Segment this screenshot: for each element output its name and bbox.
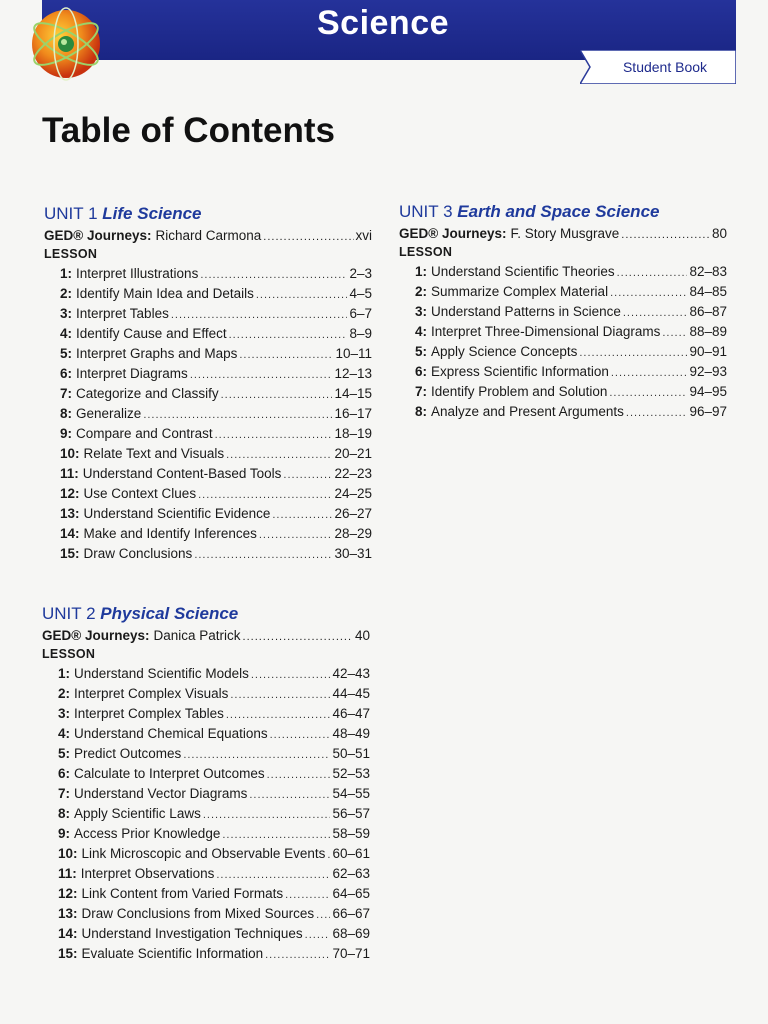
dot-leader	[200, 264, 347, 284]
lesson-number: 1:	[58, 666, 71, 681]
lesson-number: 6:	[415, 364, 428, 379]
lesson-name: Understand Content-Based Tools	[82, 466, 282, 481]
lesson-name: Understand Patterns in Science	[431, 304, 621, 319]
lesson-number: 6:	[60, 366, 73, 381]
lesson-pages: 24–25	[334, 486, 372, 501]
lesson-pages: 94–95	[689, 384, 727, 399]
unit-name: Earth and Space Science	[457, 202, 660, 221]
lesson-row[interactable]	[42, 684, 370, 704]
unit-heading	[44, 203, 372, 225]
lesson-pages: 26–27	[334, 506, 372, 521]
lesson-pages: 12–13	[334, 366, 372, 381]
dot-leader	[272, 504, 332, 524]
lesson-name: Understand Chemical Equations	[74, 726, 268, 741]
lesson-name: Identify Main Idea and Details	[76, 286, 254, 301]
lesson-name: Draw Conclusions from Mixed Sources	[81, 906, 315, 921]
lesson-name: Summarize Complex Material	[431, 284, 609, 299]
lesson-number: 2:	[415, 284, 428, 299]
lesson-row[interactable]	[399, 402, 727, 422]
lesson-name: Apply Scientific Laws	[74, 806, 201, 821]
lesson-name: Understand Investigation Techniques	[81, 926, 303, 941]
lesson-name: Link Microscopic and Observable Events	[81, 846, 326, 861]
dot-leader	[610, 282, 687, 302]
lesson-row[interactable]	[42, 844, 370, 864]
lesson-name: Interpret Complex Visuals	[74, 686, 229, 701]
lesson-pages: 46–47	[332, 706, 370, 721]
lesson-number: 11:	[58, 866, 77, 881]
lesson-name: Interpret Three-Dimensional Diagrams	[431, 324, 661, 339]
dot-leader	[171, 304, 348, 324]
lesson-name: Interpret Graphs and Maps	[76, 346, 238, 361]
lesson-number: 15:	[60, 546, 80, 561]
dot-leader	[259, 524, 333, 544]
lesson-pages: 70–71	[332, 946, 370, 961]
lesson-name: Interpret Observations	[80, 866, 215, 881]
lesson-name: Understand Scientific Theories	[431, 264, 615, 279]
lesson-name: Use Context Clues	[83, 486, 197, 501]
dot-leader	[249, 784, 330, 804]
lesson-pages: 54–55	[332, 786, 370, 801]
ged-journeys-label: GED® Journeys:	[399, 226, 507, 241]
lesson-pages: 16–17	[334, 406, 372, 421]
lesson-number: 10:	[58, 846, 78, 861]
lesson-pages: 92–93	[689, 364, 727, 379]
dot-leader	[265, 944, 330, 964]
lesson-pages: 58–59	[332, 826, 370, 841]
lesson-label: LESSON	[42, 647, 96, 661]
lesson-row[interactable]	[44, 484, 372, 504]
lesson-label: LESSON	[44, 247, 98, 261]
lesson-pages: 8–9	[349, 326, 372, 341]
lesson-number: 8:	[60, 406, 73, 421]
lesson-row[interactable]	[44, 544, 372, 564]
lesson-name: Make and Identify Inferences	[83, 526, 257, 541]
lesson-row[interactable]	[42, 664, 370, 684]
lesson-pages: 2–3	[349, 266, 372, 281]
lesson-row[interactable]	[42, 764, 370, 784]
lesson-number: 5:	[58, 746, 71, 761]
lesson-row[interactable]	[44, 304, 372, 324]
lesson-name: Categorize and Classify	[76, 386, 219, 401]
lesson-name: Analyze and Present Arguments	[431, 404, 624, 419]
dot-leader	[579, 342, 687, 362]
lesson-pages: 28–29	[334, 526, 372, 541]
lesson-number: 3:	[58, 706, 71, 721]
dot-leader	[243, 626, 353, 645]
unit-3-section	[399, 201, 727, 422]
lesson-pages: 62–63	[332, 866, 370, 881]
dot-leader	[239, 344, 333, 364]
ged-person: Richard Carmona	[155, 228, 262, 243]
lesson-pages: 52–53	[332, 766, 370, 781]
unit-number: UNIT 2	[42, 604, 96, 623]
lesson-row[interactable]	[42, 744, 370, 764]
book-title: Science	[316, 4, 450, 42]
dot-leader	[263, 226, 353, 245]
page-title: Table of Contents	[42, 111, 335, 150]
lesson-number: 5:	[415, 344, 428, 359]
lesson-number: 13:	[60, 506, 80, 521]
lesson-pages: 22–23	[334, 466, 372, 481]
lesson-pages: 84–85	[689, 284, 727, 299]
dot-leader	[226, 704, 331, 724]
dot-leader	[305, 924, 331, 944]
lesson-number: 5:	[60, 346, 73, 361]
dot-leader	[229, 324, 348, 344]
lesson-name: Generalize	[76, 406, 142, 421]
dot-leader	[316, 904, 330, 924]
lesson-label: LESSON	[399, 245, 453, 259]
lesson-pages: 4–5	[349, 286, 372, 301]
lesson-row[interactable]	[42, 944, 370, 964]
lesson-row[interactable]	[42, 904, 370, 924]
dot-leader	[216, 864, 330, 884]
unit-name: Physical Science	[100, 604, 239, 623]
lesson-name: Interpret Complex Tables	[74, 706, 224, 721]
lesson-number: 9:	[60, 426, 73, 441]
lesson-row[interactable]	[42, 724, 370, 744]
lesson-number: 6:	[58, 766, 71, 781]
dot-leader	[143, 404, 332, 424]
lesson-row[interactable]	[399, 342, 727, 362]
dot-leader	[215, 424, 333, 444]
lesson-pages: 64–65	[332, 886, 370, 901]
lesson-number: 2:	[60, 286, 73, 301]
lesson-row[interactable]	[44, 364, 372, 384]
lesson-name: Calculate to Interpret Outcomes	[74, 766, 265, 781]
dot-leader	[256, 284, 348, 304]
ged-journeys-entry[interactable]	[399, 224, 727, 243]
dot-leader	[221, 384, 333, 404]
lesson-number: 12:	[58, 886, 78, 901]
lesson-pages: 48–49	[332, 726, 370, 741]
lesson-name: Interpret Diagrams	[76, 366, 188, 381]
unit-heading	[42, 603, 370, 625]
lesson-name: Apply Science Concepts	[431, 344, 578, 359]
lesson-number: 7:	[60, 386, 73, 401]
lesson-number: 3:	[415, 304, 428, 319]
lesson-number: 11:	[60, 466, 79, 481]
unit-2-section	[42, 603, 370, 964]
lesson-pages: 10–11	[335, 346, 372, 361]
lesson-number: 8:	[58, 806, 71, 821]
lesson-list	[44, 264, 372, 564]
lesson-name: Relate Text and Visuals	[83, 446, 225, 461]
lesson-pages: 14–15	[334, 386, 372, 401]
lesson-row[interactable]	[44, 324, 372, 344]
lesson-pages: 30–31	[334, 546, 372, 561]
lesson-list	[42, 664, 370, 964]
lesson-pages: 6–7	[349, 306, 372, 321]
lesson-name: Identify Cause and Effect	[76, 326, 227, 341]
lesson-name: Understand Vector Diagrams	[74, 786, 248, 801]
lesson-row[interactable]	[44, 464, 372, 484]
lesson-number: 15:	[58, 946, 78, 961]
lesson-number: 14:	[60, 526, 80, 541]
dot-leader	[285, 884, 330, 904]
dot-leader	[222, 824, 330, 844]
dot-leader	[183, 744, 330, 764]
lesson-row[interactable]	[42, 884, 370, 904]
lesson-name: Evaluate Scientific Information	[81, 946, 264, 961]
student-book-label: Student Book	[622, 59, 708, 75]
dot-leader	[662, 322, 687, 342]
lesson-name: Access Prior Knowledge	[74, 826, 221, 841]
dot-leader	[251, 664, 331, 684]
unit-number: UNIT 3	[399, 202, 453, 221]
lesson-row[interactable]	[44, 524, 372, 544]
lesson-pages: 50–51	[332, 746, 370, 761]
dot-leader	[609, 382, 687, 402]
lesson-number: 13:	[58, 906, 78, 921]
lesson-row[interactable]	[44, 404, 372, 424]
ged-journeys-label: GED® Journeys:	[42, 628, 150, 643]
ged-page: 40	[354, 628, 370, 643]
lesson-row[interactable]	[399, 302, 727, 322]
lesson-number: 2:	[58, 686, 71, 701]
lesson-row[interactable]	[44, 424, 372, 444]
dot-leader	[190, 364, 333, 384]
dot-leader	[267, 764, 331, 784]
lesson-row[interactable]	[44, 504, 372, 524]
lesson-row[interactable]	[42, 924, 370, 944]
dot-leader	[626, 402, 688, 422]
lesson-pages: 88–89	[689, 324, 727, 339]
lesson-pages: 86–87	[689, 304, 727, 319]
lesson-pages: 60–61	[332, 846, 370, 861]
lesson-row[interactable]	[42, 784, 370, 804]
lesson-number: 8:	[415, 404, 428, 419]
lesson-row[interactable]	[44, 264, 372, 284]
lesson-name: Understand Scientific Models	[74, 666, 249, 681]
lesson-pages: 82–83	[689, 264, 727, 279]
dot-leader	[623, 302, 688, 322]
lesson-number: 12:	[60, 486, 80, 501]
lesson-number: 4:	[60, 326, 73, 341]
dot-leader	[194, 544, 332, 564]
lesson-pages: 18–19	[334, 426, 372, 441]
dot-leader	[270, 724, 331, 744]
unit-1-section	[44, 203, 372, 564]
lesson-row[interactable]	[42, 804, 370, 824]
dot-leader	[198, 484, 332, 504]
lesson-row[interactable]	[42, 704, 370, 724]
dot-leader	[611, 362, 688, 382]
dot-leader	[617, 262, 688, 282]
lesson-number: 7:	[415, 384, 428, 399]
atom-logo-icon	[28, 4, 104, 84]
lesson-name: Identify Problem and Solution	[431, 384, 608, 399]
dot-leader	[621, 224, 710, 243]
lesson-number: 4:	[415, 324, 428, 339]
lesson-number: 3:	[60, 306, 73, 321]
lesson-name: Link Content from Varied Formats	[81, 886, 284, 901]
unit-heading	[399, 201, 727, 223]
dot-leader	[203, 804, 331, 824]
dot-leader	[327, 844, 330, 864]
lesson-row[interactable]	[399, 262, 727, 282]
lesson-row[interactable]	[399, 282, 727, 302]
lesson-row[interactable]	[399, 322, 727, 342]
lesson-number: 9:	[58, 826, 71, 841]
lesson-name: Predict Outcomes	[74, 746, 182, 761]
dot-leader	[226, 444, 332, 464]
lesson-number: 1:	[415, 264, 428, 279]
lesson-row[interactable]	[44, 444, 372, 464]
ged-person: Danica Patrick	[153, 628, 241, 643]
lesson-row[interactable]	[44, 284, 372, 304]
lesson-number: 7:	[58, 786, 71, 801]
dot-leader	[283, 464, 332, 484]
lesson-number: 10:	[60, 446, 80, 461]
lesson-pages: 66–67	[332, 906, 370, 921]
lesson-name: Interpret Illustrations	[76, 266, 199, 281]
ged-journeys-label: GED® Journeys:	[44, 228, 152, 243]
unit-name: Life Science	[102, 204, 202, 223]
lesson-name: Interpret Tables	[76, 306, 169, 321]
lesson-row[interactable]	[44, 344, 372, 364]
lesson-list	[399, 262, 727, 422]
ged-journeys-entry[interactable]	[42, 626, 370, 645]
dot-leader	[230, 684, 330, 704]
ged-person: F. Story Musgrave	[510, 226, 620, 241]
ged-page: xvi	[355, 228, 372, 243]
lesson-pages: 56–57	[332, 806, 370, 821]
lesson-pages: 68–69	[332, 926, 370, 941]
lesson-pages: 42–43	[332, 666, 370, 681]
ged-journeys-entry[interactable]	[44, 226, 372, 245]
lesson-pages: 44–45	[332, 686, 370, 701]
lesson-pages: 20–21	[334, 446, 372, 461]
lesson-row[interactable]	[399, 382, 727, 402]
ged-page: 80	[711, 226, 727, 241]
lesson-pages: 96–97	[689, 404, 727, 419]
lesson-name: Express Scientific Information	[431, 364, 609, 379]
lesson-number: 4:	[58, 726, 71, 741]
lesson-number: 14:	[58, 926, 78, 941]
lesson-row[interactable]	[42, 824, 370, 844]
lesson-name: Understand Scientific Evidence	[83, 506, 271, 521]
lesson-row[interactable]	[42, 864, 370, 884]
unit-number: UNIT 1	[44, 204, 98, 223]
lesson-row[interactable]	[399, 362, 727, 382]
lesson-name: Compare and Contrast	[76, 426, 213, 441]
lesson-row[interactable]	[44, 384, 372, 404]
lesson-name: Draw Conclusions	[83, 546, 193, 561]
lesson-number: 1:	[60, 266, 73, 281]
lesson-pages: 90–91	[689, 344, 727, 359]
